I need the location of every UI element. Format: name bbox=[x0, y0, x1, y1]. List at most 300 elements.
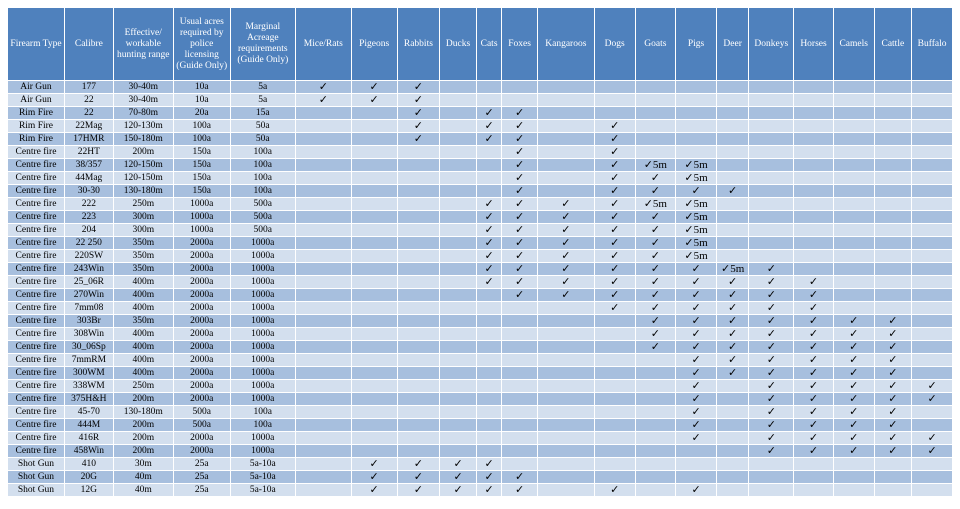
animal-suitability-cell bbox=[833, 224, 874, 237]
animal-suitability-cell: ✓ bbox=[502, 211, 538, 224]
table-cell: 25a bbox=[173, 484, 230, 497]
animal-suitability-cell bbox=[440, 94, 477, 107]
table-cell: 45-70 bbox=[64, 406, 113, 419]
table-cell: Centre fire bbox=[8, 211, 65, 224]
animal-suitability-cell bbox=[794, 250, 834, 263]
table-cell: 100a bbox=[173, 133, 230, 146]
animal-suitability-cell bbox=[295, 328, 351, 341]
animal-suitability-cell bbox=[874, 302, 912, 315]
animal-suitability-cell bbox=[874, 146, 912, 159]
animal-suitability-cell: ✓ bbox=[676, 289, 717, 302]
table-cell: Centre fire bbox=[8, 432, 65, 445]
animal-suitability-cell bbox=[833, 159, 874, 172]
animal-suitability-cell: ✓ bbox=[440, 458, 477, 471]
animal-suitability-cell bbox=[502, 354, 538, 367]
animal-suitability-cell bbox=[440, 81, 477, 94]
animal-suitability-cell: ✓ bbox=[476, 198, 501, 211]
table-cell: 270Win bbox=[64, 289, 113, 302]
animal-suitability-cell: ✓ bbox=[833, 406, 874, 419]
table-cell: Centre fire bbox=[8, 237, 65, 250]
table-row bbox=[8, 263, 953, 276]
table-cell: 1000a bbox=[230, 367, 295, 380]
animal-suitability-cell bbox=[502, 458, 538, 471]
animal-suitability-cell bbox=[874, 471, 912, 484]
animal-suitability-cell: ✓ bbox=[716, 341, 749, 354]
animal-suitability-cell: ✓ bbox=[794, 393, 834, 406]
animal-suitability-cell bbox=[351, 159, 397, 172]
animal-suitability-cell: ✓ bbox=[794, 419, 834, 432]
animal-suitability-cell bbox=[716, 250, 749, 263]
animal-suitability-cell: ✓ bbox=[635, 185, 676, 198]
animal-suitability-cell bbox=[537, 367, 594, 380]
table-cell: 2000a bbox=[173, 302, 230, 315]
animal-suitability-cell bbox=[295, 393, 351, 406]
animal-suitability-cell bbox=[874, 185, 912, 198]
table-cell: 50a bbox=[230, 120, 295, 133]
table-cell: 300m bbox=[113, 211, 173, 224]
animal-suitability-cell bbox=[537, 315, 594, 328]
animal-suitability-cell bbox=[537, 341, 594, 354]
animal-suitability-cell bbox=[351, 133, 397, 146]
animal-suitability-cell: ✓ bbox=[833, 419, 874, 432]
header-row bbox=[8, 8, 953, 81]
animal-suitability-cell bbox=[351, 276, 397, 289]
animal-suitability-cell bbox=[833, 107, 874, 120]
animal-suitability-cell bbox=[676, 471, 717, 484]
animal-suitability-cell bbox=[476, 289, 501, 302]
animal-suitability-cell: ✓ bbox=[794, 432, 834, 445]
animal-suitability-cell bbox=[635, 380, 676, 393]
animal-suitability-cell: ✓ bbox=[537, 211, 594, 224]
animal-suitability-cell bbox=[351, 367, 397, 380]
animal-suitability-cell: ✓ bbox=[833, 354, 874, 367]
animal-suitability-cell: ✓ bbox=[295, 94, 351, 107]
table-cell: 1000a bbox=[230, 263, 295, 276]
animal-suitability-cell: ✓ bbox=[874, 341, 912, 354]
animal-suitability-cell: ✓ bbox=[635, 289, 676, 302]
animal-suitability-cell bbox=[440, 185, 477, 198]
animal-suitability-cell: ✓ bbox=[502, 276, 538, 289]
animal-suitability-cell bbox=[676, 146, 717, 159]
animal-suitability-cell bbox=[397, 276, 440, 289]
animal-suitability-cell bbox=[794, 107, 834, 120]
animal-suitability-cell bbox=[440, 263, 477, 276]
animal-suitability-cell bbox=[749, 198, 794, 211]
animal-suitability-cell: ✓ bbox=[351, 81, 397, 94]
animal-suitability-cell: ✓ bbox=[676, 484, 717, 497]
animal-suitability-cell: ✓ bbox=[749, 445, 794, 458]
animal-suitability-cell: ✓ bbox=[351, 458, 397, 471]
animal-suitability-cell: ✓ bbox=[794, 328, 834, 341]
animal-suitability-cell bbox=[537, 81, 594, 94]
animal-suitability-cell: ✓ bbox=[912, 445, 953, 458]
animal-suitability-cell bbox=[397, 224, 440, 237]
animal-suitability-cell bbox=[912, 224, 953, 237]
animal-suitability-cell bbox=[397, 315, 440, 328]
table-cell: 150-180m bbox=[113, 133, 173, 146]
animal-suitability-cell bbox=[440, 159, 477, 172]
table-cell: 1000a bbox=[230, 237, 295, 250]
animal-suitability-cell bbox=[440, 133, 477, 146]
table-row bbox=[8, 367, 953, 380]
animal-suitability-cell bbox=[502, 94, 538, 107]
animal-suitability-cell bbox=[676, 120, 717, 133]
animal-suitability-cell bbox=[635, 146, 676, 159]
animal-suitability-cell: ✓ bbox=[476, 211, 501, 224]
animal-suitability-cell bbox=[351, 263, 397, 276]
animal-suitability-cell bbox=[912, 276, 953, 289]
animal-suitability-cell: ✓ bbox=[502, 107, 538, 120]
animal-suitability-cell: ✓ bbox=[476, 471, 501, 484]
animal-suitability-cell: ✓ bbox=[594, 146, 635, 159]
animal-suitability-cell bbox=[351, 172, 397, 185]
animal-suitability-cell bbox=[537, 302, 594, 315]
animal-suitability-cell bbox=[537, 458, 594, 471]
animal-suitability-cell: ✓ bbox=[537, 289, 594, 302]
table-cell: 70-80m bbox=[113, 107, 173, 120]
animal-suitability-cell bbox=[794, 224, 834, 237]
animal-suitability-cell bbox=[295, 432, 351, 445]
table-cell: 350m bbox=[113, 250, 173, 263]
table-cell: Centre fire bbox=[8, 315, 65, 328]
animal-suitability-cell: ✓ bbox=[749, 380, 794, 393]
table-cell: 30-40m bbox=[113, 94, 173, 107]
animal-suitability-cell bbox=[874, 289, 912, 302]
animal-suitability-cell bbox=[295, 224, 351, 237]
animal-suitability-cell bbox=[397, 146, 440, 159]
animal-suitability-cell bbox=[440, 120, 477, 133]
table-cell: 22 bbox=[64, 94, 113, 107]
animal-suitability-cell bbox=[397, 445, 440, 458]
animal-suitability-cell bbox=[440, 419, 477, 432]
table-cell: 44Mag bbox=[64, 172, 113, 185]
animal-suitability-cell bbox=[716, 133, 749, 146]
animal-suitability-cell bbox=[716, 146, 749, 159]
table-cell: 100a bbox=[230, 159, 295, 172]
animal-suitability-cell bbox=[351, 328, 397, 341]
animal-suitability-cell: ✓ bbox=[476, 484, 501, 497]
animal-suitability-cell bbox=[594, 354, 635, 367]
animal-suitability-cell bbox=[295, 159, 351, 172]
animal-suitability-cell bbox=[635, 471, 676, 484]
animal-suitability-cell bbox=[537, 172, 594, 185]
column-header: Dogs bbox=[594, 8, 635, 81]
animal-suitability-cell bbox=[794, 172, 834, 185]
table-cell: 12G bbox=[64, 484, 113, 497]
animal-suitability-cell bbox=[716, 237, 749, 250]
animal-suitability-cell bbox=[476, 302, 501, 315]
animal-suitability-cell bbox=[912, 406, 953, 419]
animal-suitability-cell bbox=[397, 432, 440, 445]
table-row bbox=[8, 276, 953, 289]
animal-suitability-cell bbox=[537, 146, 594, 159]
animal-suitability-cell bbox=[295, 120, 351, 133]
animal-suitability-cell bbox=[351, 185, 397, 198]
column-header: Kangaroos bbox=[537, 8, 594, 81]
animal-suitability-cell bbox=[912, 120, 953, 133]
animal-suitability-cell bbox=[594, 406, 635, 419]
animal-suitability-cell bbox=[833, 471, 874, 484]
animal-suitability-cell: ✓ bbox=[397, 120, 440, 133]
animal-suitability-cell bbox=[502, 445, 538, 458]
animal-suitability-cell bbox=[716, 419, 749, 432]
table-cell: 2000a bbox=[173, 432, 230, 445]
animal-suitability-cell bbox=[351, 198, 397, 211]
animal-suitability-cell: ✓ bbox=[749, 315, 794, 328]
table-cell: Centre fire bbox=[8, 302, 65, 315]
animal-suitability-cell bbox=[676, 81, 717, 94]
animal-suitability-cell bbox=[502, 81, 538, 94]
animal-suitability-cell: ✓ bbox=[476, 250, 501, 263]
animal-suitability-cell bbox=[716, 445, 749, 458]
table-cell: 303Br bbox=[64, 315, 113, 328]
animal-suitability-cell bbox=[397, 367, 440, 380]
animal-suitability-cell bbox=[295, 302, 351, 315]
animal-suitability-cell: ✓ bbox=[676, 276, 717, 289]
animal-suitability-cell bbox=[749, 107, 794, 120]
animal-suitability-cell bbox=[397, 263, 440, 276]
table-row bbox=[8, 146, 953, 159]
animal-suitability-cell: ✓ bbox=[794, 354, 834, 367]
animal-suitability-cell bbox=[833, 484, 874, 497]
table-cell: 7mmRM bbox=[64, 354, 113, 367]
animal-suitability-cell: ✓ bbox=[749, 276, 794, 289]
animal-suitability-cell bbox=[594, 458, 635, 471]
table-cell: 150a bbox=[173, 185, 230, 198]
animal-suitability-cell bbox=[794, 159, 834, 172]
table-cell: Centre fire bbox=[8, 367, 65, 380]
table-cell: 1000a bbox=[230, 445, 295, 458]
animal-suitability-cell bbox=[749, 159, 794, 172]
table-row bbox=[8, 393, 953, 406]
table-cell: 300m bbox=[113, 224, 173, 237]
table-cell: 30m bbox=[113, 458, 173, 471]
animal-suitability-cell: ✓ bbox=[295, 81, 351, 94]
animal-suitability-cell bbox=[749, 185, 794, 198]
table-cell: Centre fire bbox=[8, 198, 65, 211]
animal-suitability-cell bbox=[397, 419, 440, 432]
animal-suitability-cell bbox=[635, 94, 676, 107]
table-cell: 500a bbox=[173, 406, 230, 419]
animal-suitability-cell: ✓ bbox=[594, 289, 635, 302]
animal-suitability-cell: ✓ bbox=[502, 159, 538, 172]
animal-suitability-cell: ✓ bbox=[537, 250, 594, 263]
animal-suitability-cell: ✓ bbox=[794, 341, 834, 354]
column-header: Goats bbox=[635, 8, 676, 81]
animal-suitability-cell bbox=[537, 432, 594, 445]
animal-suitability-cell: ✓ bbox=[794, 289, 834, 302]
animal-suitability-cell bbox=[351, 341, 397, 354]
animal-suitability-cell: ✓ bbox=[635, 237, 676, 250]
column-header: Ducks bbox=[440, 8, 477, 81]
animal-suitability-cell: ✓ bbox=[635, 328, 676, 341]
animal-suitability-cell bbox=[749, 94, 794, 107]
animal-suitability-cell: ✓ bbox=[874, 406, 912, 419]
animal-suitability-cell: ✓ bbox=[833, 367, 874, 380]
animal-suitability-cell: ✓ bbox=[351, 471, 397, 484]
animal-suitability-cell bbox=[537, 159, 594, 172]
animal-suitability-cell bbox=[676, 445, 717, 458]
animal-suitability-cell: ✓ bbox=[440, 484, 477, 497]
table-row bbox=[8, 341, 953, 354]
animal-suitability-cell bbox=[794, 263, 834, 276]
animal-suitability-cell bbox=[351, 354, 397, 367]
animal-suitability-cell: ✓ bbox=[874, 354, 912, 367]
animal-suitability-cell: ✓ bbox=[502, 484, 538, 497]
table-cell: Centre fire bbox=[8, 289, 65, 302]
table-cell: 1000a bbox=[230, 380, 295, 393]
animal-suitability-cell bbox=[912, 315, 953, 328]
table-row bbox=[8, 445, 953, 458]
animal-suitability-cell bbox=[874, 237, 912, 250]
animal-suitability-cell bbox=[295, 289, 351, 302]
animal-suitability-cell bbox=[502, 432, 538, 445]
table-cell: 10a bbox=[173, 81, 230, 94]
animal-suitability-cell: ✓ bbox=[397, 94, 440, 107]
table-cell: 5a bbox=[230, 94, 295, 107]
table-cell: Rim Fire bbox=[8, 107, 65, 120]
animal-suitability-cell bbox=[874, 120, 912, 133]
animal-suitability-cell bbox=[440, 367, 477, 380]
animal-suitability-cell bbox=[716, 172, 749, 185]
animal-suitability-cell bbox=[794, 81, 834, 94]
animal-suitability-cell: ✓ bbox=[476, 458, 501, 471]
animal-suitability-cell bbox=[635, 458, 676, 471]
table-cell: 250m bbox=[113, 380, 173, 393]
animal-suitability-cell bbox=[594, 328, 635, 341]
table-cell: Centre fire bbox=[8, 406, 65, 419]
animal-suitability-cell: ✓ bbox=[749, 263, 794, 276]
animal-suitability-cell bbox=[502, 315, 538, 328]
column-header: Rabbits bbox=[397, 8, 440, 81]
animal-suitability-cell bbox=[594, 445, 635, 458]
animal-suitability-cell: ✓ bbox=[594, 133, 635, 146]
animal-suitability-cell bbox=[833, 276, 874, 289]
animal-suitability-cell bbox=[794, 120, 834, 133]
animal-suitability-cell bbox=[440, 380, 477, 393]
table-cell: 1000a bbox=[173, 211, 230, 224]
table-cell: 416R bbox=[64, 432, 113, 445]
animal-suitability-cell: ✓ bbox=[794, 380, 834, 393]
animal-suitability-cell: ✓ bbox=[502, 172, 538, 185]
animal-suitability-cell bbox=[440, 302, 477, 315]
animal-suitability-cell bbox=[476, 419, 501, 432]
animal-suitability-cell bbox=[351, 289, 397, 302]
table-cell: 1000a bbox=[230, 393, 295, 406]
animal-suitability-cell bbox=[912, 328, 953, 341]
table-cell: 2000a bbox=[173, 328, 230, 341]
animal-suitability-cell bbox=[594, 81, 635, 94]
table-cell: 40m bbox=[113, 484, 173, 497]
animal-suitability-cell bbox=[594, 419, 635, 432]
table-cell: 300WM bbox=[64, 367, 113, 380]
animal-suitability-cell: ✓5m bbox=[676, 250, 717, 263]
animal-suitability-cell: ✓ bbox=[594, 263, 635, 276]
table-cell: 350m bbox=[113, 315, 173, 328]
animal-suitability-cell bbox=[397, 328, 440, 341]
animal-suitability-cell: ✓ bbox=[635, 315, 676, 328]
table-cell: Centre fire bbox=[8, 328, 65, 341]
table-cell: 2000a bbox=[173, 237, 230, 250]
animal-suitability-cell bbox=[676, 94, 717, 107]
animal-suitability-cell: ✓ bbox=[833, 445, 874, 458]
table-cell: 17HMR bbox=[64, 133, 113, 146]
table-cell: Centre fire bbox=[8, 354, 65, 367]
column-header: Usual acres required by police licensing (Guide Only) bbox=[173, 8, 230, 81]
animal-suitability-cell bbox=[874, 198, 912, 211]
table-cell: 200m bbox=[113, 419, 173, 432]
animal-suitability-cell bbox=[912, 237, 953, 250]
animal-suitability-cell: ✓ bbox=[676, 341, 717, 354]
animal-suitability-cell: ✓ bbox=[476, 107, 501, 120]
animal-suitability-cell: ✓ bbox=[676, 315, 717, 328]
table-row bbox=[8, 250, 953, 263]
table-cell: 177 bbox=[64, 81, 113, 94]
table-cell: 500a bbox=[230, 211, 295, 224]
animal-suitability-cell bbox=[912, 354, 953, 367]
table-row bbox=[8, 94, 953, 107]
column-header: Camels bbox=[833, 8, 874, 81]
animal-suitability-cell bbox=[833, 133, 874, 146]
animal-suitability-cell bbox=[833, 458, 874, 471]
animal-suitability-cell: ✓ bbox=[676, 354, 717, 367]
animal-suitability-cell bbox=[440, 198, 477, 211]
animal-suitability-cell: ✓5m bbox=[676, 224, 717, 237]
animal-suitability-cell bbox=[502, 302, 538, 315]
animal-suitability-cell bbox=[440, 393, 477, 406]
table-cell: 400m bbox=[113, 354, 173, 367]
animal-suitability-cell: ✓ bbox=[749, 328, 794, 341]
table-cell: Shot Gun bbox=[8, 458, 65, 471]
animal-suitability-cell bbox=[874, 81, 912, 94]
animal-suitability-cell: ✓ bbox=[749, 393, 794, 406]
animal-suitability-cell: ✓ bbox=[476, 133, 501, 146]
animal-suitability-cell bbox=[351, 211, 397, 224]
animal-suitability-cell bbox=[397, 211, 440, 224]
animal-suitability-cell bbox=[440, 146, 477, 159]
animal-suitability-cell: ✓ bbox=[794, 276, 834, 289]
animal-suitability-cell: ✓ bbox=[476, 276, 501, 289]
animal-suitability-cell bbox=[749, 172, 794, 185]
animal-suitability-cell bbox=[537, 185, 594, 198]
animal-suitability-cell bbox=[716, 159, 749, 172]
animal-suitability-cell bbox=[912, 302, 953, 315]
table-cell: 10a bbox=[173, 94, 230, 107]
animal-suitability-cell bbox=[537, 484, 594, 497]
animal-suitability-cell bbox=[794, 146, 834, 159]
animal-suitability-cell bbox=[912, 263, 953, 276]
animal-suitability-cell: ✓ bbox=[794, 406, 834, 419]
table-cell: 1000a bbox=[230, 289, 295, 302]
animal-suitability-cell bbox=[476, 159, 501, 172]
animal-suitability-cell: ✓ bbox=[351, 94, 397, 107]
table-cell: 400m bbox=[113, 328, 173, 341]
column-header: Donkeys bbox=[749, 8, 794, 81]
animal-suitability-cell bbox=[351, 107, 397, 120]
table-cell: 150a bbox=[173, 146, 230, 159]
animal-suitability-cell bbox=[833, 289, 874, 302]
animal-suitability-cell bbox=[594, 367, 635, 380]
animal-suitability-cell bbox=[716, 484, 749, 497]
animal-suitability-cell bbox=[833, 81, 874, 94]
animal-suitability-cell bbox=[749, 81, 794, 94]
animal-suitability-cell bbox=[295, 133, 351, 146]
animal-suitability-cell bbox=[912, 341, 953, 354]
animal-suitability-cell bbox=[537, 380, 594, 393]
animal-suitability-cell bbox=[676, 133, 717, 146]
animal-suitability-cell bbox=[635, 419, 676, 432]
table-cell: 2000a bbox=[173, 289, 230, 302]
